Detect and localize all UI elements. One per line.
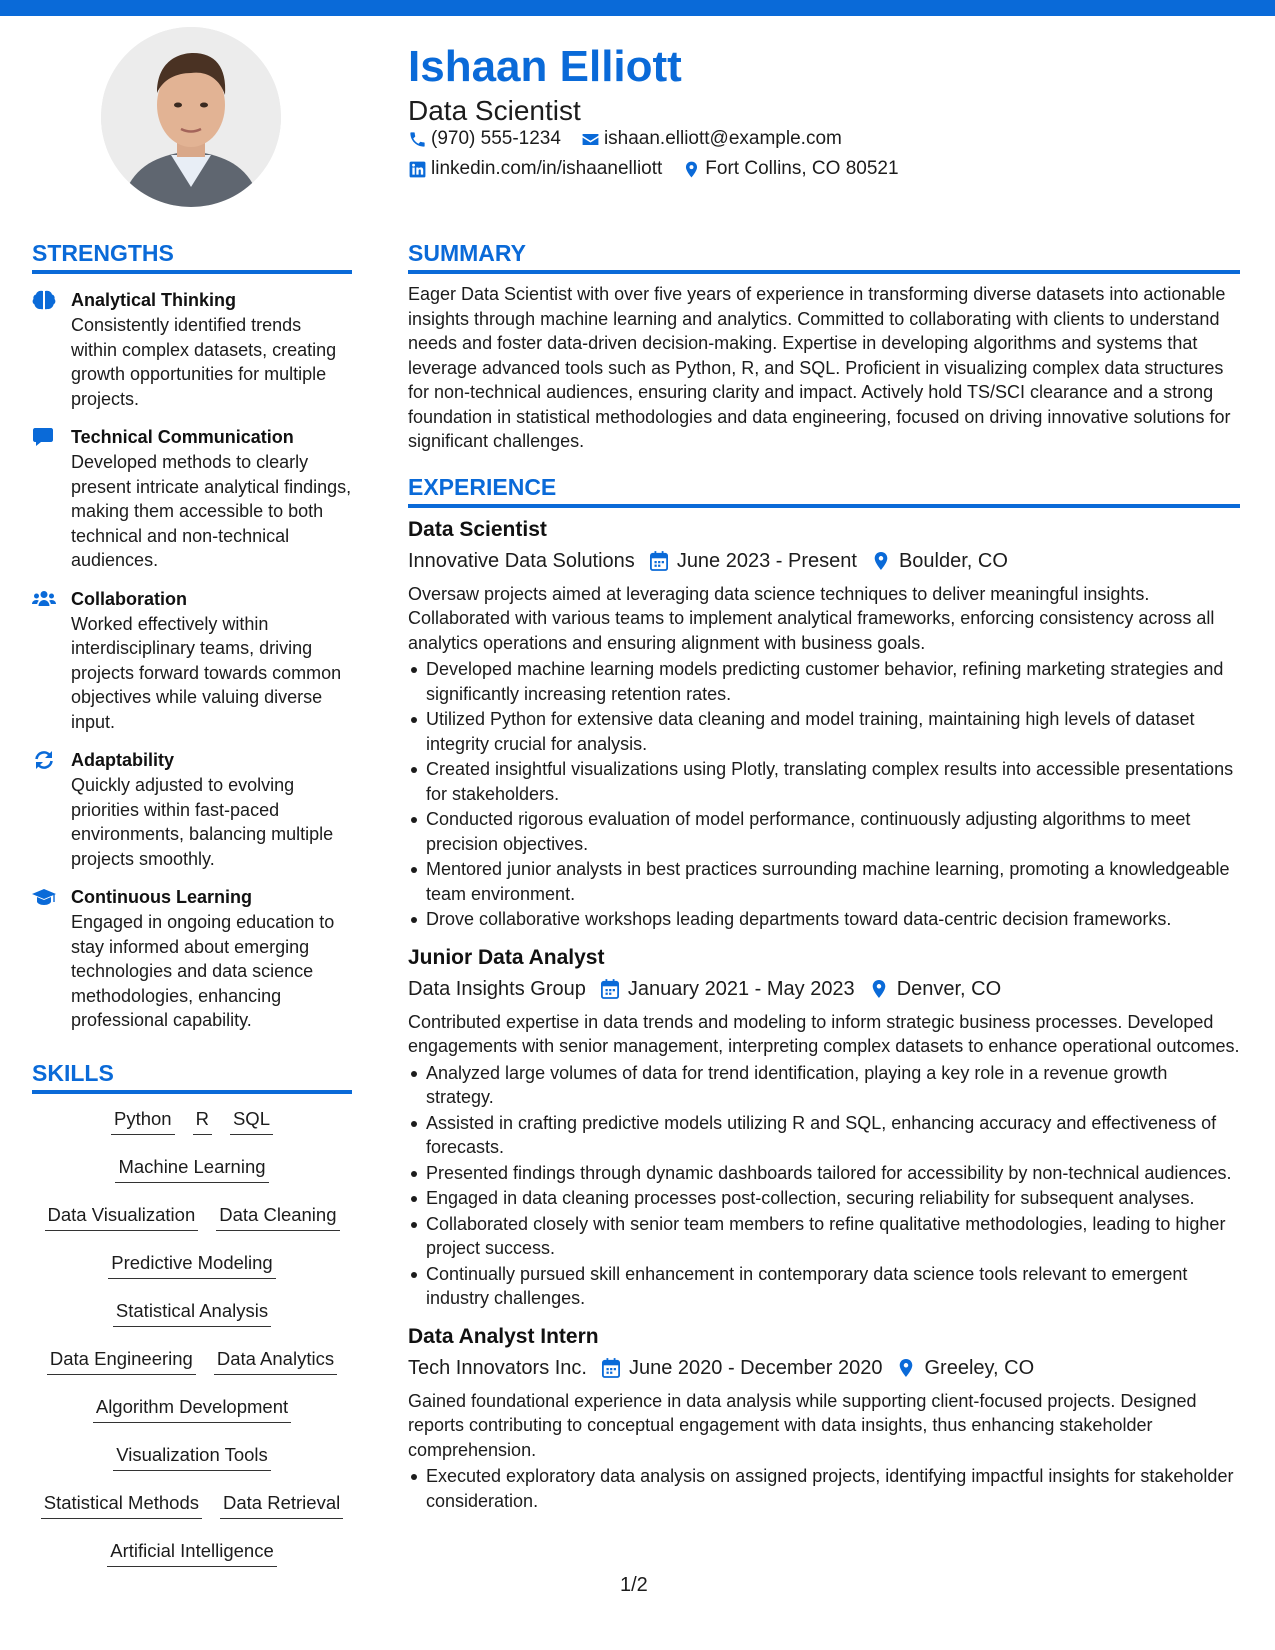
strength-item — [32, 885, 352, 1033]
skill-tag: SQL — [230, 1106, 273, 1135]
strength-desc: Worked effectively within interdisciplinary teams, driving projects forward towards common objectives while valuing diverse input. — [71, 613, 342, 732]
page-number: 1/2 — [620, 1574, 648, 1596]
left-column — [32, 240, 352, 1567]
summary-heading: SUMMARY — [408, 240, 1240, 274]
list-item: Executed exploratory data analysis on assigned projects, identifying impactful insights for stakeholder consideration. — [408, 1464, 1240, 1513]
strength-desc: Quickly adjusted to evolving priorities within fast-paced environments, balancing multiple projects smoothly. — [71, 775, 334, 869]
location-text: Fort Collins, CO 80521 — [705, 158, 899, 179]
calendar-icon — [602, 1358, 620, 1378]
skill-tag: Data Retrieval — [220, 1490, 343, 1519]
strength-desc: Engaged in ongoing education to stay informed about emerging technologies and data science methodologies, enhancing professional capability. — [71, 912, 335, 1030]
job-role: Data Analyst Intern — [408, 1324, 599, 1348]
job-location: Boulder, CO — [898, 549, 1008, 572]
list-item: Developed machine learning models predicting customer behavior, refining marketing strategies and significantly increasing retention rates. — [408, 657, 1240, 706]
phone-icon — [408, 130, 427, 149]
right-column — [408, 240, 1240, 1513]
linkedin-text: linkedin.com/in/ishaanelliott — [431, 158, 663, 179]
sync-icon — [32, 750, 56, 770]
job-entry — [408, 944, 1240, 1311]
skill-tag: Statistical Analysis — [113, 1298, 271, 1327]
skill-tag: Data Cleaning — [216, 1202, 339, 1231]
calendar-icon — [601, 979, 619, 999]
contact-row-1 — [408, 126, 862, 152]
skill-tag: Data Engineering — [47, 1346, 196, 1375]
summary-text: Eager Data Scientist with over five years of experience in transforming diverse datasets into actionable insights through machine learning and analytics. Committed to collaborating with clients to understand needs and foster data-driven decision-making. Expertise in developing algorithms and systems that leverage advanced tools such as Python, R, and SQL. Proficient in visualizing complex data structures for non-technical audiences, ensuring clarity and impact. Actively hold TS/SCI clearance and a strong foundation in statistical methodologies and data engineering, focused on driving innovative solutions for significant challenges. — [408, 284, 1231, 451]
job-description: Oversaw projects aimed at leveraging data science techniques to deliver meaningful insights. Collaborated with various teams to implement analytical frameworks, enforcing consistency across all analytics operations and ensuring alignment with business goals. — [408, 583, 1215, 653]
phone-text: (970) 555-1234 — [431, 128, 561, 149]
strengths-heading: STRENGTHS — [32, 240, 352, 274]
experience-heading: EXPERIENCE — [408, 474, 1240, 508]
strength-name: Technical Communication — [71, 427, 294, 447]
envelope-icon — [581, 130, 600, 149]
strength-desc: Consistently identified trends within complex datasets, creating growth opportunities for multiple projects. — [71, 315, 337, 409]
job-bullets — [408, 1464, 1240, 1513]
list-item: Continually pursued skill enhancement in contemporary data science tools relevant to emergent industry challenges. — [408, 1262, 1240, 1311]
skill-tag: R — [193, 1106, 212, 1135]
top-accent-bar — [0, 0, 1275, 16]
job-description: Contributed expertise in data trends and modeling to inform strategic business processes. Developed engagements with senior management, interpreting complex datasets to enhance operational outcomes. — [408, 1011, 1240, 1056]
skill-tag: Statistical Methods — [41, 1490, 202, 1519]
job-company: Tech Innovators Inc. — [408, 1356, 587, 1379]
job-location: Greeley, CO — [924, 1356, 1035, 1379]
strength-desc: Developed methods to clearly present intricate analytical findings, making them accessible to both technical and non-technical audiences. — [71, 452, 352, 570]
strength-name: Collaboration — [71, 588, 187, 609]
candidate-name: Ishaan Elliott — [408, 42, 682, 91]
list-item: Mentored junior analysts in best practices surrounding machine learning, promoting a knowledgeable team environment. — [408, 857, 1240, 906]
skill-tag: Predictive Modeling — [108, 1250, 275, 1279]
contact-email[interactable] — [581, 128, 842, 150]
job-meta — [408, 974, 1240, 1004]
strength-item — [32, 748, 352, 871]
strength-name: Adaptability — [71, 750, 175, 770]
skills-heading: SKILLS — [32, 1060, 352, 1094]
job-entry — [408, 1323, 1240, 1514]
users-icon — [32, 589, 56, 609]
linkedin-icon — [408, 160, 427, 179]
profile-photo — [101, 27, 281, 207]
job-dates: June 2023 - Present — [676, 549, 857, 572]
skill-tag: Artificial Intelligence — [107, 1538, 277, 1567]
strength-name: Continuous Learning — [71, 887, 252, 907]
job-company: Data Insights Group — [408, 977, 586, 1000]
contact-phone[interactable] — [408, 128, 561, 150]
list-item: Collaborated closely with senior team members to refine qualitative methodologies, leading to higher project success. — [408, 1212, 1240, 1261]
list-item: Analyzed large volumes of data for trend identification, playing a key role in a revenue growth strategy. — [408, 1061, 1240, 1110]
list-item: Conducted rigorous evaluation of model performance, continuously adjusting algorithms to meet precision objectives. — [408, 807, 1240, 856]
list-item: Utilized Python for extensive data cleaning and model training, maintaining high levels of dataset integrity crucial for analysis. — [408, 707, 1240, 756]
map-marker-icon — [897, 1358, 915, 1378]
job-meta — [408, 546, 1240, 576]
list-item: Engaged in data cleaning processes post-collection, securing reliability for subsequent analyses. — [408, 1186, 1240, 1211]
contact-location — [682, 158, 898, 180]
job-bullets — [408, 1061, 1240, 1311]
job-dates: June 2020 - December 2020 — [628, 1356, 883, 1379]
list-item: Created insightful visualizations using Plotly, translating complex results into accessible presentations for stakeholders. — [408, 757, 1240, 806]
skill-tag: Data Analytics — [214, 1346, 337, 1375]
candidate-title: Data Scientist — [408, 95, 581, 126]
contact-linkedin[interactable] — [408, 158, 662, 180]
skills-list — [32, 1106, 352, 1567]
profile-portrait-icon — [101, 27, 281, 207]
job-role: Junior Data Analyst — [408, 945, 605, 969]
strength-item — [32, 425, 352, 573]
job-company: Innovative Data Solutions — [408, 549, 635, 572]
strength-name: Analytical Thinking — [71, 290, 237, 310]
brain-icon — [32, 290, 56, 310]
strength-item — [32, 587, 352, 735]
contact-row-2 — [408, 156, 919, 182]
strength-item — [32, 288, 352, 411]
job-location: Denver, CO — [896, 977, 1002, 1000]
job-entry — [408, 516, 1240, 932]
email-text: ishaan.elliott@example.com — [603, 128, 842, 149]
graduation-cap-icon — [32, 887, 56, 907]
map-marker-icon — [870, 979, 888, 999]
job-meta — [408, 1353, 1240, 1383]
calendar-icon — [650, 551, 668, 571]
comment-icon — [32, 427, 56, 447]
skill-tag: Machine Learning — [115, 1154, 268, 1183]
job-description: Gained foundational experience in data analysis while supporting client-focused projects. Designed reports contributing to conceptual engagement with data insights, thus enhancing stakeholder comprehension. — [408, 1390, 1197, 1460]
skill-tag: Python — [111, 1106, 175, 1135]
map-marker-icon — [872, 551, 890, 571]
job-role: Data Scientist — [408, 517, 547, 541]
job-bullets — [408, 657, 1240, 932]
list-item: Drove collaborative workshops leading departments toward data-centric decision frameworks. — [408, 907, 1240, 932]
list-item: Assisted in crafting predictive models utilizing R and SQL, enhancing accuracy and effectiveness of forecasts. — [408, 1111, 1240, 1160]
list-item: Presented findings through dynamic dashboards tailored for accessibility by non-technical audiences. — [408, 1161, 1240, 1186]
job-dates: January 2021 - May 2023 — [627, 977, 855, 1000]
map-marker-icon — [682, 160, 701, 179]
skill-tag: Algorithm Development — [93, 1394, 291, 1423]
skill-tag: Data Visualization — [45, 1202, 199, 1231]
skill-tag: Visualization Tools — [113, 1442, 271, 1471]
